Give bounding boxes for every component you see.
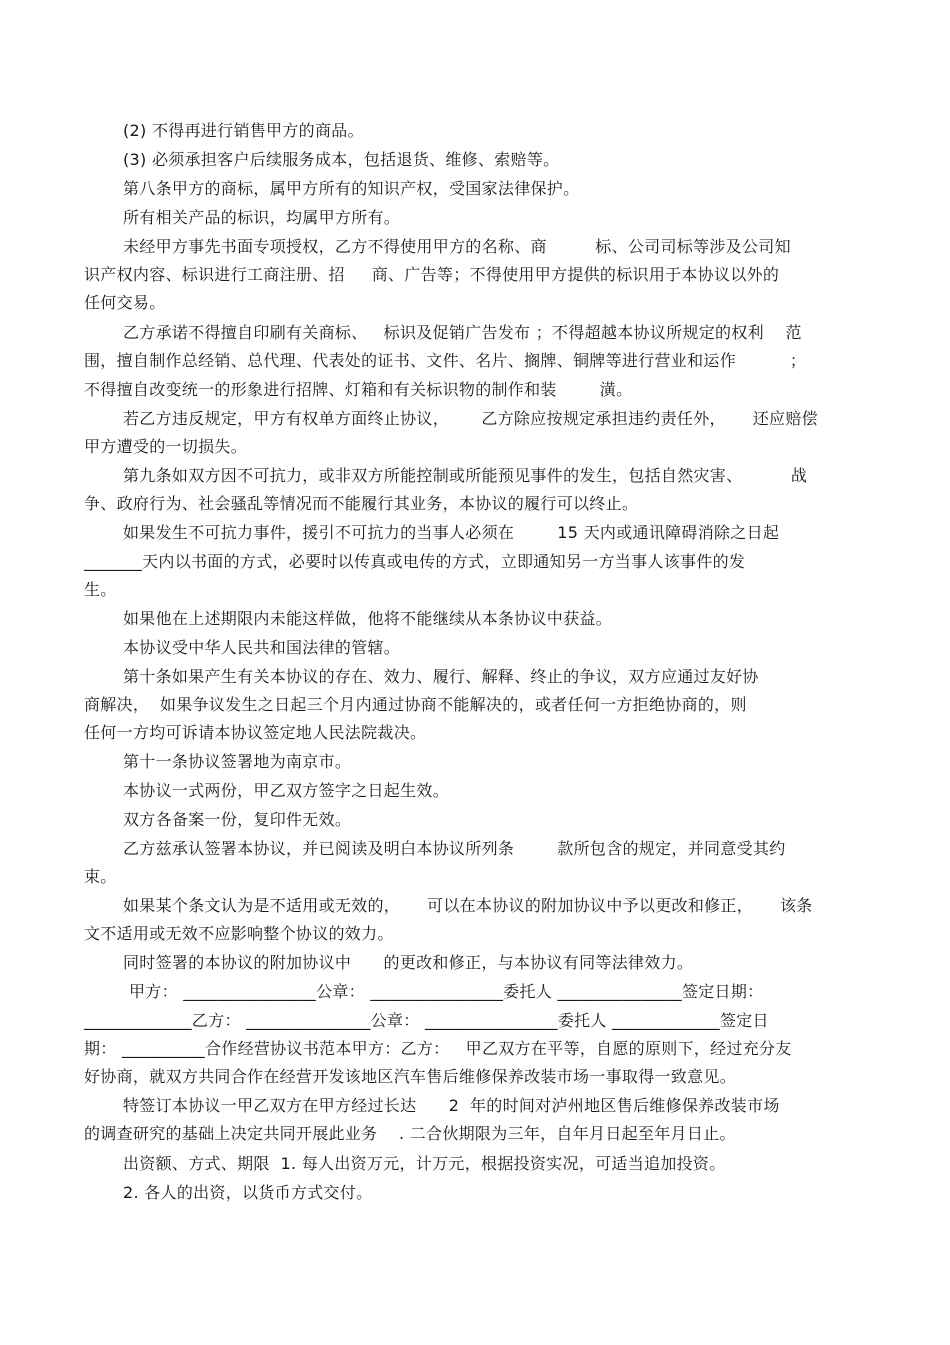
text-line: 的调查研究的基础上决定共同开展此业务 . 二合伙期限为三年，自年月日起至年月日止。 xyxy=(84,1124,736,1143)
text-line: 不得擅自改变统一的形象进行招牌、灯箱和有关标识物的制作和装 潢。 xyxy=(84,380,633,399)
text-line: 本协议一式两份，甲乙双方签字之日起生效。 xyxy=(123,781,450,800)
text-line: 识产权内容、标识进行工商注册、招 商、广告等；不得使用甲方提供的标识用于本协议以外的 xyxy=(84,265,780,284)
text-line: 如果某个条文认为是不适用或无效的， 可以在本协议的附加协议中予以更改和修正， 该条 xyxy=(123,896,813,915)
text-line: 束。 xyxy=(84,867,117,886)
text-line: 生。 xyxy=(84,580,117,599)
text-line: 围，擅自制作总经销、总代理、代表处的证书、文件、名片、搁牌、铜牌等进行营业和运作 ； xyxy=(84,351,807,370)
text-line: 双方各备案一份，复印件无效。 xyxy=(123,810,352,829)
text-line: (2) 不得再进行销售甲方的商品。 xyxy=(123,121,364,140)
signature-line: 甲方： ________________公章： ________________委托人 _______________签定日期： xyxy=(129,982,764,1001)
text-line: 所有相关产品的标识，均属甲方所有。 xyxy=(123,208,401,227)
text-line: (3) 必须承担客户后续服务成本，包括退货、维修、索赔等。 xyxy=(123,150,560,169)
text-line: 未经甲方事先书面专项授权，乙方不得使用甲方的名称、商 标、公司司标等涉及公司知 xyxy=(123,237,791,256)
text-line: 第九条如双方因不可抗力，或非双方所能控制或所能预见事件的发生，包括自然灾害、 战 xyxy=(123,466,808,485)
text-line: 商解决， 如果争议发生之日起三个月内通过协商不能解决的，或者任何一方拒绝协商的，则 xyxy=(84,695,747,714)
text-line: 特签订本协议一甲乙双方在甲方经过长达 2 年的时间对泸州地区售后维修保养改装市场 xyxy=(123,1096,780,1115)
text-line: 第八条甲方的商标，属甲方所有的知识产权，受国家法律保护。 xyxy=(123,179,580,198)
text-line: 2. 各人的出资，以货币方式交付。 xyxy=(123,1183,373,1202)
text-line: 如果他在上述期限内未能这样做，他将不能继续从本条协议中获益。 xyxy=(123,609,613,628)
text-line: 若乙方违反规定，甲方有权单方面终止协议， 乙方除应按规定承担违约责任外， 还应赔偿 xyxy=(123,409,818,428)
text-line: 期： __________合作经营协议书范本甲方：乙方： 甲乙双方在平等，自愿的原则下，经过充分友 xyxy=(84,1039,792,1058)
signature-line: _____________乙方： _______________公章： ________________委托人 _____________签定日 xyxy=(84,1011,769,1030)
text-line: 任何交易。 xyxy=(84,293,166,312)
text-line: 本协议受中华人民共和国法律的管辖。 xyxy=(123,638,401,657)
text-line: 乙方承诺不得擅自印刷有关商标、 标识及促销广告发布 ；不得超越本协议所规定的权利 范 xyxy=(123,323,802,342)
text-line: 出资额、方式、期限 1. 每人出资万元，计万元，根据投资实况，可适当追加投资。 xyxy=(123,1154,726,1173)
text-line: 第十一条协议签署地为南京市。 xyxy=(123,752,352,771)
text-line: 好协商，就双方共同合作在经营开发该地区汽车售后维修保养改装市场一事取得一致意见。 xyxy=(84,1067,737,1086)
text-line: 文不适用或无效不应影响整个协议的效力。 xyxy=(84,924,394,943)
text-line: 乙方兹承认签署本协议，并已阅读及明白本协议所列条 款所包含的规定，并同意受其约 xyxy=(123,839,786,858)
text-line: 争、政府行为、社会骚乱等情况而不能履行其业务，本协议的履行可以终止。 xyxy=(84,494,639,513)
text-line: 如果发生不可抗力事件，援引不可抗力的当事人必须在 15 天内或通讯障碍消除之日起 xyxy=(123,523,780,542)
text-line: 第十条如果产生有关本协议的存在、效力、履行、解释、终止的争议，双方应通过友好协 xyxy=(123,667,759,686)
text-line: _______天内以书面的方式，必要时以传真或电传的方式，立即通知另一方当事人该事件的发 xyxy=(84,552,746,571)
text-line: 任何一方均可诉请本协议签定地人民法院裁决。 xyxy=(84,723,427,742)
text-line: 同时签署的本协议的附加协议中 的更改和修正，与本协议有同等法律效力。 xyxy=(123,953,694,972)
text-line: 甲方遭受的一切损失。 xyxy=(84,437,248,456)
